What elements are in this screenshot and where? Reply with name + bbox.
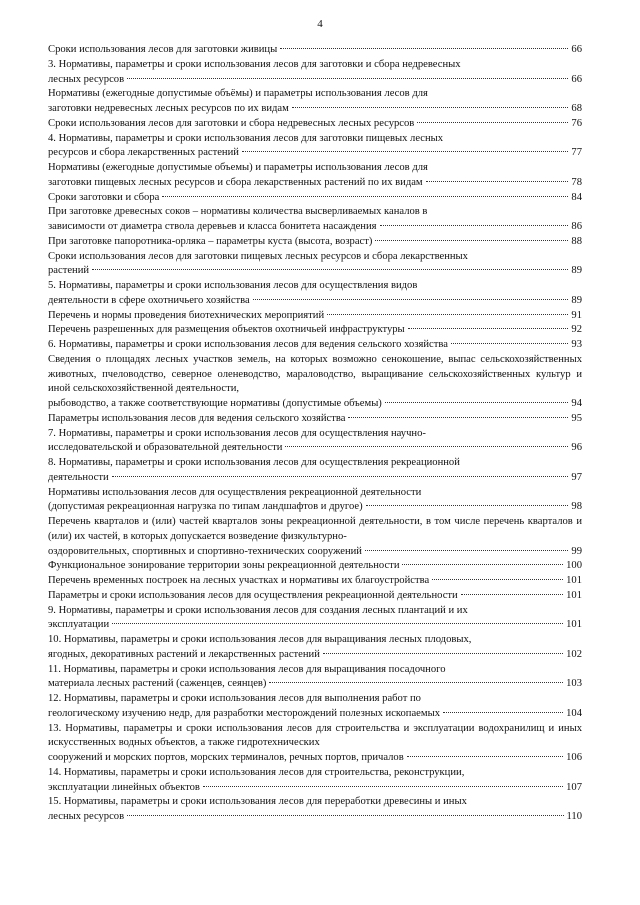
toc-entry-text: 3. Нормативы, параметры и сроки использования лесов для заготовки и сбора недревесных [48, 58, 461, 70]
toc-page-number: 106 [566, 752, 582, 763]
toc-entry-line [48, 220, 582, 235]
toc-entry-text: деятельности в сфере охотничьего хозяйства [48, 294, 250, 306]
toc-entry[interactable] [48, 191, 582, 206]
toc-entry-line [48, 677, 582, 692]
toc-entry-line [48, 471, 582, 486]
dot-leader [92, 269, 568, 270]
toc-entry-line [48, 235, 582, 250]
dot-leader [408, 328, 569, 329]
toc-entry[interactable] [48, 412, 582, 427]
toc-entry-line [48, 176, 582, 191]
toc-entry-line [48, 559, 582, 574]
toc-entry[interactable] [48, 722, 582, 766]
toc-entry-text: Сроки заготовки и сбора [48, 191, 160, 203]
dot-leader [327, 314, 568, 315]
toc-page-number: 104 [566, 707, 582, 719]
toc-page-number: 99 [571, 545, 582, 557]
toc-entry-text: деятельности [48, 471, 109, 483]
toc-entry-line [48, 810, 582, 825]
toc-page-number: 89 [571, 294, 582, 306]
toc-entry-text: 5. Нормативы, параметры и сроки использования лесов для осуществления видов [48, 280, 418, 291]
dot-leader [253, 299, 569, 300]
toc-page-number: 77 [571, 147, 582, 159]
toc-entry-text: Нормативы (ежегодные допустимые объемы) и параметры использования лесов для [48, 162, 428, 173]
dot-leader [285, 446, 568, 447]
dot-leader [348, 417, 568, 418]
toc-entry-line [48, 73, 582, 88]
toc-entry[interactable] [48, 486, 582, 516]
toc-entry[interactable] [48, 456, 582, 486]
toc-page-number: 92 [571, 324, 582, 336]
toc-entry-text: Сроки использования лесов для заготовки живицы [48, 44, 278, 55]
toc-entry-line [48, 545, 582, 560]
toc-entry-line [48, 264, 582, 279]
toc-page-number: 66 [571, 73, 582, 85]
dot-leader [402, 564, 563, 565]
table-of-contents [48, 43, 582, 825]
toc-entry-text: оздоровительных, спортивных и спортивно-технических сооружений [48, 545, 362, 557]
toc-page-number: 88 [571, 235, 582, 247]
toc-entry-text: эксплуатации [48, 619, 110, 631]
toc-page-number: 78 [571, 176, 582, 188]
toc-entry[interactable] [48, 279, 582, 309]
toc-entry-line [48, 574, 582, 589]
toc-entry-text: геологическому изучению недр, для разработки месторождений полезных ископаемых [48, 707, 440, 719]
toc-entry-line [48, 589, 582, 604]
toc-entry-text: 10. Нормативы, параметры и сроки использования лесов для выращивания лесных плодовых, [48, 634, 472, 645]
toc-entry-line [48, 441, 582, 456]
toc-entry[interactable] [48, 87, 582, 117]
toc-entry-text: зависимости от диаметра ствола деревьев и класса бонитета насаждения [48, 221, 377, 232]
toc-entry-line [48, 294, 582, 309]
toc-page-number: 86 [571, 221, 582, 232]
toc-entry[interactable] [48, 353, 582, 412]
toc-entry[interactable] [48, 43, 582, 58]
toc-entry-line [48, 618, 582, 633]
toc-entry[interactable] [48, 250, 582, 280]
toc-entry-text: Сведения о площадях лесных участков земель, на которых возможно сенокошение, выпас сельскохозяйственных животных, пчеловодство, северное оленеводство, мараловодство, выращивание сельскохозяйственных культур и иной сельскохозяйственной деятельности, [48, 353, 582, 395]
toc-entry-text: лесных ресурсов [48, 811, 125, 822]
toc-entry[interactable] [48, 117, 582, 132]
dot-leader [375, 240, 568, 241]
dot-leader [385, 402, 569, 403]
dot-leader [269, 682, 563, 683]
toc-entry[interactable] [48, 515, 582, 559]
toc-entry-text: 15. Нормативы, параметры и сроки использования лесов для переработки древесины и иных [48, 796, 467, 808]
toc-entry-text: При заготовке папоротника-орляка – параметры куста (высота, возраст) [48, 235, 373, 247]
toc-entry-text: 14. Нормативы, параметры и сроки использования лесов для строительства, реконструкции, [48, 766, 465, 778]
toc-entry-line [48, 412, 582, 427]
toc-entry-text: Перечень временных построек на лесных участках и нормативы их благоустройства [48, 575, 430, 586]
toc-page-number: 91 [571, 309, 582, 321]
toc-page-number: 84 [571, 191, 582, 203]
dot-leader [323, 653, 563, 654]
toc-entry[interactable] [48, 161, 582, 191]
toc-entry-text: эксплуатации линейных объектов [48, 781, 200, 793]
toc-entry-line [48, 117, 582, 132]
toc-page-number: 94 [571, 398, 582, 409]
dot-leader [292, 107, 569, 108]
toc-entry-text: Параметры использования лесов для ведения сельского хозяйства [48, 412, 346, 424]
toc-entry[interactable] [48, 323, 582, 338]
toc-entry-text: заготовки недревесных лесных ресурсов по их видам [48, 103, 289, 114]
toc-entry-text: материала лесных растений (саженцев, сеянцев) [48, 678, 267, 690]
dot-leader [112, 476, 569, 477]
toc-entry-line [48, 102, 582, 117]
toc-entry[interactable] [48, 766, 582, 796]
toc-entry-text: 11. Нормативы, параметры и сроки использования лесов для выращивания посадочного [48, 663, 446, 675]
dot-leader [407, 756, 563, 757]
toc-entry[interactable] [48, 633, 582, 663]
dot-leader [365, 550, 568, 551]
dot-leader [203, 786, 563, 787]
toc-entry-line [48, 500, 582, 515]
toc-entry-line [48, 43, 582, 58]
toc-entry-text: 6. Нормативы, параметры и сроки использования лесов для ведения сельского хозяйства [48, 339, 448, 350]
toc-page-number: 89 [571, 265, 582, 277]
dot-leader [112, 623, 563, 624]
toc-entry-text: сооружений и морских портов, морских терминалов, речных портов, причалов [48, 752, 404, 763]
toc-page-number: 103 [566, 678, 582, 690]
dot-leader [366, 505, 569, 506]
toc-page-number: 101 [566, 575, 582, 586]
toc-entry-text: 4. Нормативы, параметры и сроки использования лесов для заготовки пищевых лесных [48, 132, 444, 144]
toc-entry[interactable] [48, 338, 582, 353]
dot-leader [426, 181, 569, 182]
toc-entry[interactable] [48, 663, 582, 693]
dot-leader [127, 815, 563, 816]
toc-entry[interactable] [48, 795, 582, 825]
toc-entry-line [48, 751, 582, 766]
toc-entry-text: Перечень кварталов и (или) частей кварталов зоны рекреационной деятельности, в том числе перечень кварталов и (или) их частей, в которых допускается возведение физкультурно- [48, 516, 582, 542]
toc-entry-text: 13. Нормативы, параметры и сроки использования лесов для строительства и эксплуатации водохранилищ и иных искусственных водных объектов, а также гидротехнических [48, 722, 582, 749]
toc-page-number: 95 [571, 412, 582, 424]
toc-entry-text: 7. Нормативы, параметры и сроки использования лесов для осуществления научно- [48, 427, 426, 439]
toc-entry-text: рыбоводство, а также соответствующие нормативы (допустимые объемы) [48, 398, 382, 409]
toc-entry-line [48, 191, 582, 206]
toc-page-number: 68 [571, 103, 582, 114]
toc-entry[interactable] [48, 427, 582, 457]
dot-leader [461, 594, 563, 595]
toc-entry-text: (допустимая рекреационная нагрузка по типам ландшафтов и другое) [48, 501, 363, 513]
toc-page-number: 76 [571, 117, 582, 129]
toc-entry-text: 9. Нормативы, параметры и сроки использования лесов для создания лесных плантаций и их [48, 604, 468, 616]
toc-entry[interactable] [48, 604, 582, 634]
toc-page-number: 96 [571, 442, 582, 454]
toc-entry[interactable] [48, 309, 582, 324]
toc-entry-text: заготовки пищевых лесных ресурсов и сбора лекарственных растений по их видам [48, 176, 423, 188]
toc-entry-line [48, 707, 582, 722]
toc-entry[interactable] [48, 205, 582, 235]
toc-entry[interactable] [48, 132, 582, 162]
toc-entry-text: ягодных, декоративных растений и лекарственных растений [48, 648, 320, 660]
toc-entry-line [48, 781, 582, 796]
toc-entry-line [48, 323, 582, 338]
toc-entry-text: растений [48, 265, 90, 277]
toc-entry-line [48, 648, 582, 663]
dot-leader [443, 712, 563, 713]
toc-page-number: 107 [566, 781, 582, 793]
toc-entry-text: исследовательской и образовательной деятельности [48, 442, 283, 454]
toc-entry[interactable] [48, 559, 582, 574]
toc-entry[interactable] [48, 574, 582, 589]
dot-leader [162, 196, 568, 197]
toc-entry-text: При заготовке древесных соков – нормативы количества высверливаемых каналов в [48, 206, 428, 218]
toc-entry-text: Перечень и нормы проведения биотехнических мероприятий [48, 309, 325, 321]
dot-leader [417, 122, 568, 123]
toc-page-number: 98 [571, 501, 582, 513]
toc-entry-text: Сроки использования лесов для заготовки и сбора недревесных лесных ресурсов [48, 117, 415, 129]
dot-leader [380, 225, 569, 226]
toc-entry-text: Нормативы (ежегодные допустимые объёмы) и параметры использования лесов для [48, 88, 428, 100]
toc-entry-line [48, 397, 582, 412]
dot-leader [127, 78, 568, 79]
toc-entry-text: Параметры и сроки использования лесов для осуществления рекреационной деятельности [48, 589, 458, 601]
toc-page-number: 100 [566, 560, 582, 572]
toc-entry-line [48, 338, 582, 353]
toc-page-number: 101 [566, 589, 582, 601]
dot-leader [432, 579, 563, 580]
toc-entry-text: Сроки использования лесов для заготовки пищевых лесных ресурсов и сбора лекарственных [48, 250, 468, 262]
toc-entry[interactable] [48, 692, 582, 722]
toc-page-number: 110 [566, 811, 582, 822]
toc-entry-line [48, 309, 582, 324]
dot-leader [242, 151, 568, 152]
toc-page-number: 102 [566, 648, 582, 660]
toc-entry-text: 12. Нормативы, параметры и сроки использования лесов для выполнения работ по [48, 693, 421, 704]
toc-page-number: 93 [571, 339, 582, 350]
toc-entry-text: лесных ресурсов [48, 73, 125, 85]
page-number: 4 [317, 18, 323, 30]
toc-entry-text: Перечень разрешенных для размещения объектов охотничьей инфраструктуры [48, 324, 405, 336]
toc-entry-text: Нормативы использования лесов для осуществления рекреационной деятельности [48, 486, 422, 498]
toc-entry-line [48, 146, 582, 161]
toc-entry-text: Функциональное зонирование территории зоны рекреационной деятельности [48, 560, 400, 572]
toc-entry[interactable] [48, 58, 582, 88]
dot-leader [451, 343, 568, 344]
toc-page-number: 66 [571, 44, 582, 55]
toc-entry-text: 8. Нормативы, параметры и сроки использования лесов для осуществления рекреационной [48, 457, 460, 468]
toc-entry[interactable] [48, 235, 582, 250]
toc-entry-text: ресурсов и сбора лекарственных растений [48, 147, 239, 159]
toc-entry[interactable] [48, 589, 582, 604]
toc-page-number: 101 [566, 619, 582, 631]
toc-page-number: 97 [571, 471, 582, 483]
dot-leader [280, 48, 568, 49]
